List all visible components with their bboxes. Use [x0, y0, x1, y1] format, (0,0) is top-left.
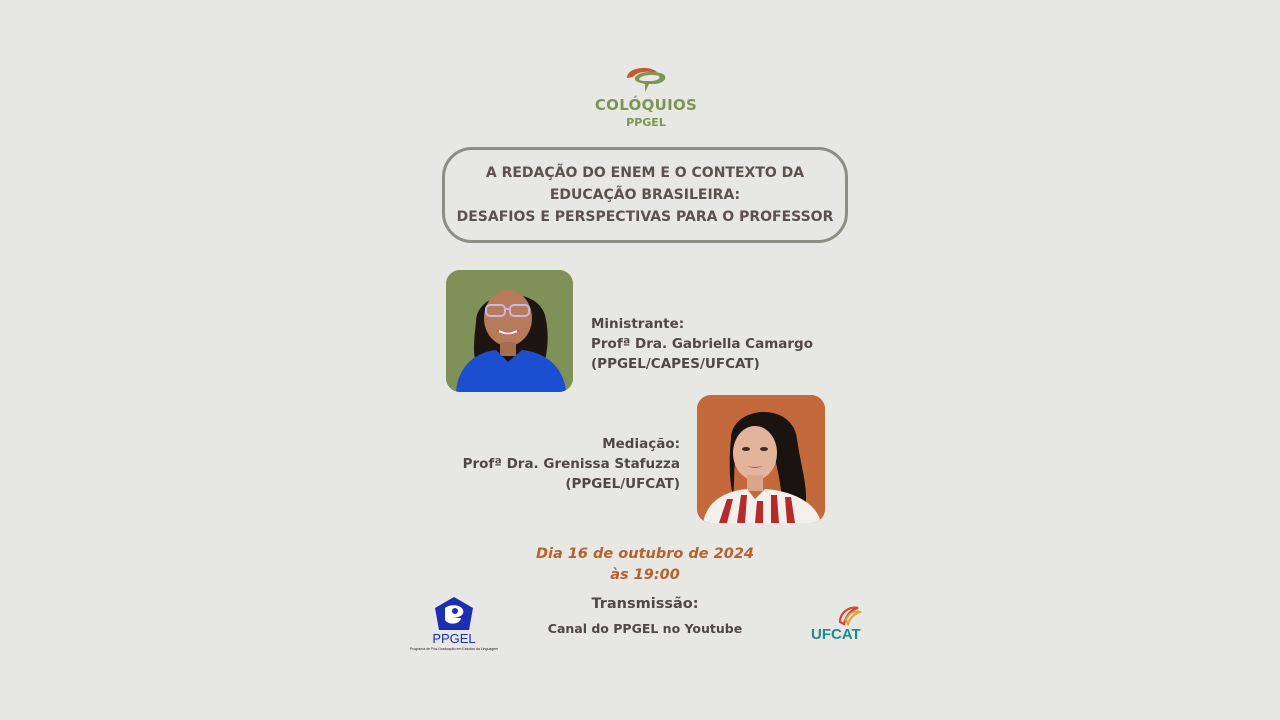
event-title-box [442, 147, 848, 243]
mediator-name: Profª Dra. Grenissa Stafuzza [462, 456, 680, 472]
mediator-affiliation: (PPGEL/UFCAT) [565, 476, 680, 492]
speaker-role: Ministrante: [591, 316, 685, 332]
event-time: às 19:00 [610, 567, 680, 583]
ufcat-logo [806, 604, 870, 644]
speaker-photo [446, 270, 573, 392]
ppgel-logo [406, 596, 502, 654]
ppgel-fullname: Programa de Pós-Graduação em Estudos da Linguagem [409, 647, 499, 651]
speaker-info [591, 314, 813, 374]
ufcat-emblem-icon [836, 604, 862, 626]
event-date: Dia 16 de outubro de 2024 [535, 546, 755, 562]
ppgel-label: PPGEL [432, 631, 476, 646]
ppgel-emblem-icon [433, 596, 475, 632]
transmission-channel: Canal do PPGEL no Youtube [547, 621, 743, 636]
speech-bubbles-icon [623, 66, 669, 94]
logo-title: COLÓQUIOS [594, 96, 698, 114]
mediator-role: Mediação: [602, 436, 680, 452]
event-datetime [440, 544, 850, 586]
title-line-2: EDUCAÇÃO BRASILEIRA: [549, 187, 741, 203]
logo-subtitle: PPGEL [626, 116, 666, 129]
mediator-photo [697, 395, 825, 523]
mediator-info [440, 434, 680, 494]
ufcat-label: UFCAT [811, 626, 861, 643]
coloquios-logo [560, 66, 732, 136]
speaker-name: Profª Dra. Gabriella Camargo [591, 336, 813, 352]
speaker-affiliation: (PPGEL/CAPES/UFCAT) [591, 356, 760, 372]
title-line-1: A REDAÇÃO DO ENEM E O CONTEXTO DA [485, 165, 805, 181]
title-line-3: DESAFIOS E PERSPECTIVAS PARA O PROFESSOR [456, 209, 834, 225]
transmission-heading: Transmissão: [591, 596, 699, 612]
